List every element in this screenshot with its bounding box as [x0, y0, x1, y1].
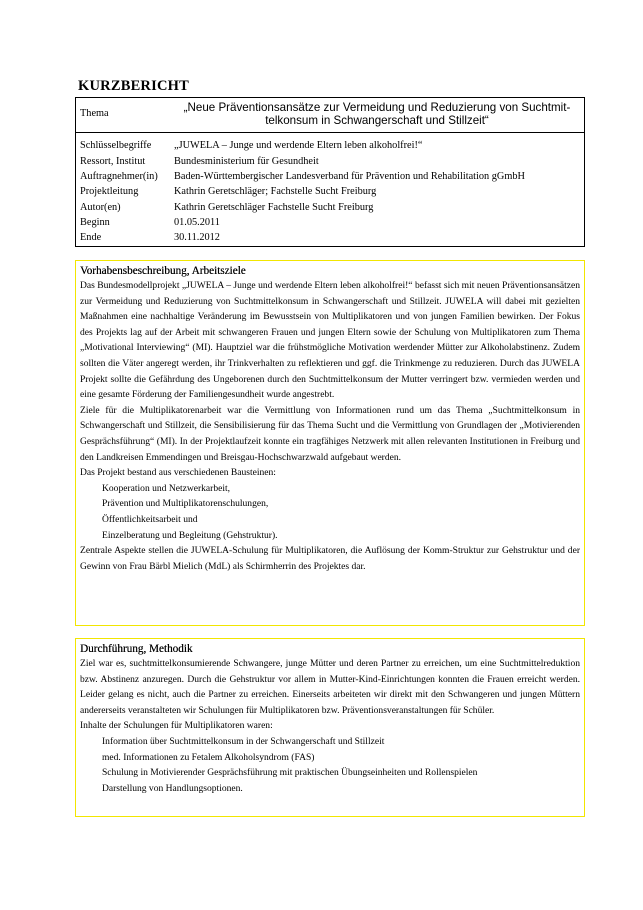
meta-row-start: [80, 215, 580, 231]
topic-line-2: telkonsum in Schwangerschaft und Stillzeit“: [265, 114, 489, 127]
meta-label: Ende: [80, 232, 102, 243]
section-title: Vorhabensbeschreibung, Arbeitsziele: [80, 265, 246, 277]
paragraph: Inhalte der Schulungen für Multiplikatoren waren:: [80, 720, 273, 732]
meta-value: 01.05.2011: [174, 217, 220, 228]
meta-row-department: [80, 154, 580, 170]
meta-value: Kathrin Geretschläger Fachstelle Sucht Freiburg: [174, 202, 374, 213]
meta-row-contractor: [80, 169, 580, 185]
paragraph: Das Bundesmodellprojekt „JUWELA – Junge und werdende Eltern leben alkoholfrei!“ befasst sich mit neuen Präventionsansätzen zur Vermeidung und Reduzierung von Suchtmittelkonsum in Schwangerschaft und Stillzeit. JUWELA will dabei mit gezielten Maßnahmen eine nachhaltige Veränderung im Bewusstsein von Multiplikatoren und von jungen Familien bewirken. Der Fokus des Projekts lag auf der Arbeit mit schwangeren Frauen und jungen Eltern sowie der Schulung von Multiplikatoren zum Thema „Motivational Interviewing“ (MI). Hauptziel war die frühstmögliche Motivation werdender Mütter zur Alkoholabstinenz. Zudem sollten die Väter angeregt werden, ihr Trinkverhalten zu reflektieren und ggf. die Trinkmenge zu reduzieren. Durch das JUWELA Projekt sollte die Gefährdung des Ungeborenen durch den Suchtmittelkonsum der Mutter verringert bzw. vermieden werden und eine gesamte Förderung der Familiengesundheit wurde angestrebt.: [80, 280, 580, 401]
meta-value: Bundesministerium für Gesundheit: [174, 156, 319, 167]
meta-label: Ressort, Institut: [80, 156, 146, 167]
list-item: med. Informationen zu Fetalem Alkoholsyndrom (FAS): [102, 751, 315, 763]
paragraph: Ziel war es, suchtmittelkonsumierende Schwangere, junge Mütter und deren Partner zu erreichen, um eine Suchtmittelreduktion bzw. Abstinenz anzuregen. Durch die Gehstruktur vor allem in Mutter-Kind-Einrichtungen konnten die Frauen erreicht werden. Leider gelang es nicht, auch die Partner zu erreichen. Einerseits arbeiteten wir direkt mit den Schwangeren und jungen Müttern andererseits veranstalteten wir Schulungen für Multiplikatoren bzw. Präventionsveranstaltungen für Schüler.: [80, 658, 580, 716]
list-item: Information über Suchtmittelkonsum in der Schwangerschaft und Stillzeit: [102, 735, 385, 747]
meta-label: Projektleitung: [80, 186, 139, 197]
meta-label: Auftragnehmer(in): [80, 171, 158, 182]
section-title: Durchführung, Methodik: [80, 643, 193, 655]
meta-label: Autor(en): [80, 202, 121, 213]
topic-line-1: „Neue Präventionsansätze zur Vermeidung und Reduzierung von Suchtmit-: [183, 101, 571, 114]
topic-value: [174, 101, 580, 127]
paragraph: Ziele für die Multiplikatorenarbeit war die Vermittlung von Informationen rund um das Thema „Suchtmittelkonsum in Schwangerschaft und Stillzeit, die Sensibilisierung für das Thema Sucht und die Vermittlung von Grundlagen der „Motivierenden Gesprächsführung“ (MI). In der Projektlaufzeit konnte ein tragfähiges Netzwerk mit allen relevanten Institutionen in Freiburg und den Landkreisen Emmendingen und Breisgau-Hochschwarzwald aufgebaut werden.: [80, 404, 580, 463]
meta-row-project-lead: [80, 184, 580, 200]
training-contents-list: [80, 734, 580, 796]
section-methodology: [75, 638, 585, 817]
list-item: Einzelberatung und Begleitung (Gehstruktur).: [102, 529, 278, 541]
building-blocks-list: [80, 481, 580, 543]
metadata-table: [75, 97, 585, 247]
paragraph: Zentrale Aspekte stellen die JUWELA-Schulung für Multiplikatoren, die Auflösung der Komm-Struktur zur Gehstruktur und der Gewinn von Frau Bärbl Mielich (MdL) als Schirmherrin des Projektes dar.: [80, 545, 580, 572]
topic-row: [76, 98, 584, 133]
meta-value: Baden-Württembergischer Landesverband für Prävention und Rehabilitation gGmbH: [174, 171, 525, 182]
meta-row-end: [80, 230, 580, 246]
meta-value: 30.11.2012: [174, 232, 220, 243]
list-item: Öffentlichkeitsarbeit und: [102, 513, 198, 525]
paragraph: Das Projekt bestand aus verschiedenen Bausteinen:: [80, 467, 276, 479]
list-item: Darstellung von Handlungsoptionen.: [102, 782, 243, 794]
meta-row-authors: [80, 200, 580, 216]
meta-label: Schlüsselbegriffe: [80, 140, 152, 151]
section-project-description: [75, 260, 585, 626]
meta-row-keywords: [80, 138, 580, 154]
meta-value: Kathrin Geretschläger; Fachstelle Sucht Freiburg: [174, 186, 377, 197]
topic-label: Thema: [80, 108, 109, 119]
list-item: Kooperation und Netzwerkarbeit,: [102, 482, 231, 494]
meta-value: „JUWELA – Junge und werdende Eltern leben alkoholfrei!“: [174, 140, 423, 151]
list-item: Schulung in Motivierender Gesprächsführung mit praktischen Übungseinheiten und Rollenspielen: [102, 767, 478, 779]
meta-label: Beginn: [80, 217, 110, 228]
report-heading: KURZBERICHT: [78, 78, 189, 94]
list-item: Prävention und Multiplikatorenschulungen,: [102, 498, 269, 510]
